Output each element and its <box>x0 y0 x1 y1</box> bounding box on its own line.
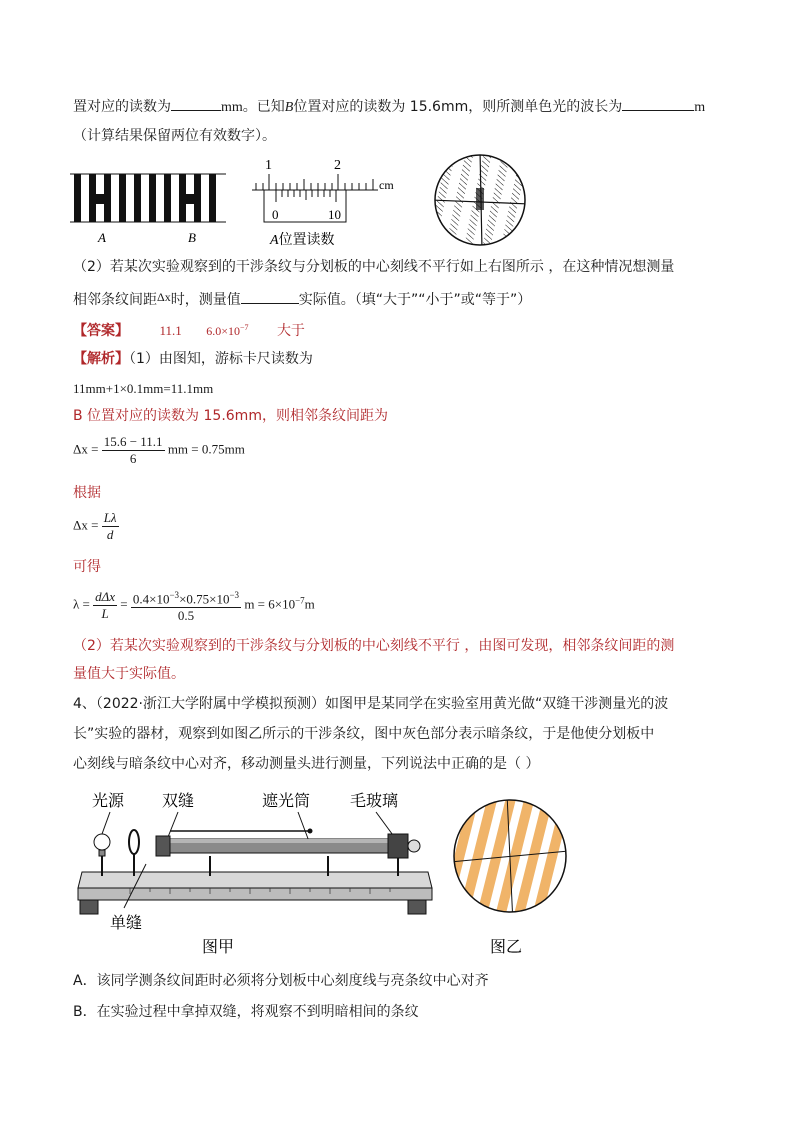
answer-3: 大于 <box>276 323 305 339</box>
eyepiece-figure <box>430 150 530 250</box>
equation-3: λ = $\frac{\text{dΔx}}{L}$ = $\frac{0.4\times 10^{-3}\times 0.75\times 10^{-3}}{0.5}$ $m = 6\times 10^{-7}m$ <box>73 587 315 624</box>
option-b[interactable]: B．在实验过程中拿掉双缝，将观察不到明暗相间的条纹 <box>73 1004 419 1020</box>
answer-row <box>73 318 305 341</box>
analysis-3-line1: （2）若某次实验观察到的干涉条纹与分划板的中心刻线不平行 ，由图可发现，相邻条纹间距的测 <box>73 638 675 654</box>
caption-jia: 图甲 <box>202 939 235 956</box>
tilted-fringes <box>430 150 530 250</box>
vernier-ten: 10 <box>328 207 341 222</box>
answer-blank-1[interactable] <box>171 96 221 111</box>
label-single-slit: 单缝 <box>110 915 143 932</box>
q4-line3: 心刻线与暗条纹中心对齐，移动测量头进行测量，下列说法中正确的是（ ） <box>73 756 540 772</box>
answer-1: 11.1 <box>159 323 182 338</box>
analysis-3-line2: 量值大于实际值。 <box>73 666 185 682</box>
option-a[interactable]: A．该同学测条纹间距时必须将分划板中心刻度线与亮条纹中心对齐 <box>73 973 489 989</box>
label-b: B <box>188 230 196 245</box>
unit-cm: cm <box>379 178 394 192</box>
main-tick-2: 2 <box>334 158 341 173</box>
analysis-label: 【解析】 <box>73 351 129 367</box>
label-light-source: 光源 <box>92 793 125 810</box>
answer-blank-2[interactable] <box>622 96 694 111</box>
fringe-figure <box>70 168 230 246</box>
analysis-2: B 位置对应的读数为 15.6mm，则相邻条纹间距为 <box>73 408 388 424</box>
vernier-ticks <box>276 190 336 202</box>
single-slit-lens <box>129 830 139 854</box>
rail-foot-right <box>408 900 426 914</box>
answer-2: $6.0\times 10^{-7}$ <box>206 323 249 338</box>
answer-label: 【答案】 <box>73 323 129 339</box>
equation-2: Δx = $\frac{L\lambda}{d}$ <box>73 510 117 542</box>
according: 根据 <box>73 485 101 501</box>
marker-a <box>96 194 108 204</box>
q3-line2: （计算结果保留两位有效数字）。 <box>73 128 276 144</box>
vernier-figure <box>248 156 408 252</box>
label-double-slit: 双缝 <box>162 793 195 810</box>
obtain: 可得 <box>73 559 101 575</box>
vernier-zero: 0 <box>272 207 279 222</box>
label-a: A <box>98 230 106 245</box>
measuring-head <box>388 834 408 858</box>
main-tick-1: 1 <box>265 158 272 173</box>
bulb <box>94 834 110 850</box>
q3-part2-line2: 相邻条纹间距Δx时，测量值 实际值。（填“大于”“小于”或“等于”） <box>73 290 532 308</box>
rail-foot-left <box>80 900 98 914</box>
marker-b <box>186 194 198 204</box>
q4-line1: 4、（2022·浙江大学附属中学模拟预测）如图甲是某同学在实验室用黄光做“双缝干涉测量光的波 <box>73 696 669 712</box>
q3-part2-line1: （2）若某次实验观察到的干涉条纹与分划板的中心刻线不平行如上右图所示 ，在这种情况想测量 <box>73 259 675 275</box>
q4-line2: 长”实验的器材，观察到如图乙所示的干涉条纹，图中灰色部分表示暗条纹，于是他使分划板中 <box>73 726 655 742</box>
calc-1: 11mm+1×0.1mm=11.1mm <box>73 381 214 396</box>
fringe-pattern-figure <box>450 794 580 956</box>
main-scale-ticks <box>256 174 373 190</box>
rail-top <box>78 872 432 888</box>
q3-line1: 置对应的读数为 mm。已知B位置对应的读数为 15.6mm，则所测单色光的波长为 m <box>73 96 705 118</box>
label-glass: 毛玻璃 <box>350 793 399 810</box>
caption-yi: 图乙 <box>490 939 523 956</box>
answer-blank-3[interactable] <box>241 289 299 304</box>
label-tube: 遮光筒 <box>262 793 311 810</box>
vernier-caption: A位置读数 <box>270 232 335 248</box>
apparatus-figure <box>70 784 440 956</box>
equation-1: Δx = $\frac{15.6 - 11.1}{6}$ mm = 0.75mm <box>73 434 245 466</box>
analysis-row: 【解析】（1）由图知，游标卡尺读数为 <box>73 351 313 367</box>
